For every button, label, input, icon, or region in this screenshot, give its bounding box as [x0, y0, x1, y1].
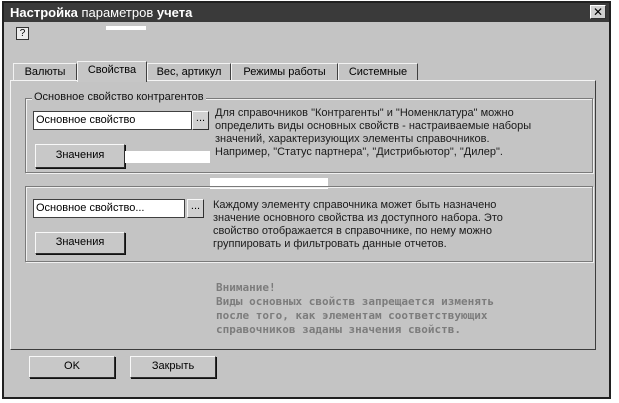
tab-currency[interactable]: Валюты [13, 63, 77, 81]
title-word-1: Настройка [10, 5, 78, 20]
close-icon[interactable]: ✕ [590, 5, 606, 19]
item-property-combo[interactable]: Основное свойство... [33, 199, 185, 218]
warning-text: Внимание! Виды основных свойств запрещается изменять после того, как элементам соответствующих справочников заданы значения свойств. [216, 281, 495, 336]
tab-properties[interactable]: Свойства [77, 61, 147, 82]
scan-artifact [125, 151, 210, 163]
values-button-2[interactable]: Значения [35, 232, 125, 254]
main-property-combo[interactable]: Основное свойство [33, 111, 192, 130]
help-icon[interactable]: ? [16, 27, 29, 40]
select-item-property-button[interactable]: ... [187, 199, 204, 218]
select-property-button[interactable]: ... [192, 111, 209, 130]
title-bar [4, 3, 609, 22]
title-word-2: параметров [81, 5, 154, 20]
ok-button[interactable]: OK [29, 356, 115, 378]
tab-weight-article[interactable]: Вес, артикул [147, 63, 231, 81]
group1-description: Для справочников "Контрагенты" и "Номенклатура" можно определить виды основных свойств - настраиваемые наборы значений, характеризующих элементы справочников. Например, "Статус партнера", "Дистрибьютор", "Дилер". [215, 107, 532, 158]
group2-description: Каждому элементу справочника может быть назначено значение основного свойства из доступного набора. Это свойство отображается в справочнике, по нему можно группировать и фильтровать данные отчетов. [213, 199, 503, 250]
group-legend: Основное свойство контрагентов [34, 91, 204, 103]
tab-system[interactable]: Системные [338, 63, 418, 81]
title-word-3: учета [156, 5, 193, 20]
close-button[interactable]: Закрыть [130, 356, 216, 378]
tab-work-modes[interactable]: Режимы работы [231, 63, 338, 81]
scan-artifact [106, 26, 146, 30]
values-button-1[interactable]: Значения [35, 144, 125, 168]
